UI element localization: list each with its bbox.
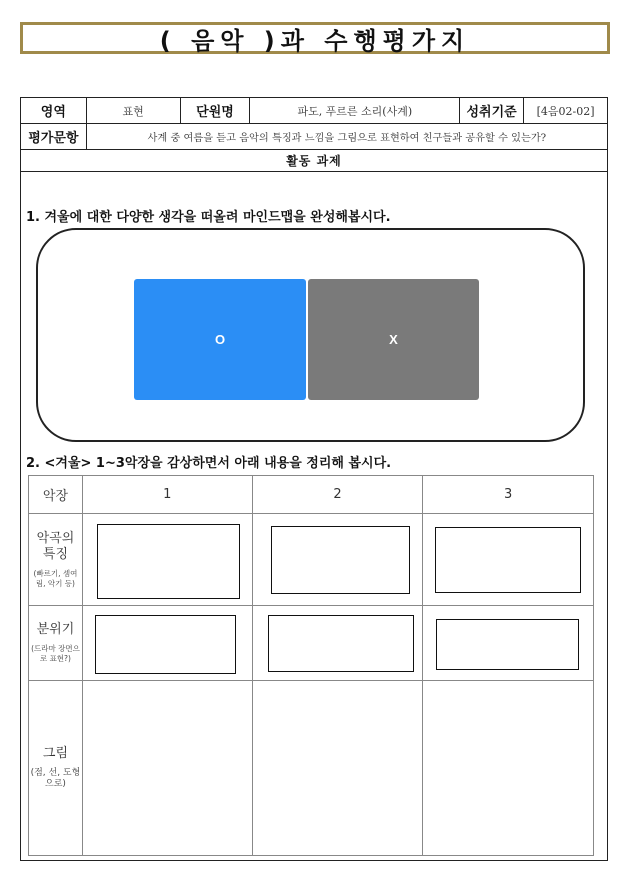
features-answer-box-1[interactable] xyxy=(97,524,240,599)
mood-label: 분위기 xyxy=(36,622,75,637)
drawing-cell-2[interactable] xyxy=(252,681,423,856)
page-title: ( 음악 )과 수행평가지 xyxy=(159,26,471,55)
mood-row xyxy=(29,606,594,681)
unit-label: 단원명 xyxy=(180,98,250,124)
question-1: 1. 겨울에 대한 다양한 생각을 떠올려 마인드맵을 완성해봅시다. xyxy=(26,210,391,225)
drawing-cell-3[interactable] xyxy=(423,681,594,856)
option-o-button[interactable]: O xyxy=(134,279,306,400)
option-x-button[interactable]: X xyxy=(308,279,479,400)
info-row xyxy=(21,98,608,124)
area-value: 표현 xyxy=(86,98,180,124)
task-row xyxy=(21,150,608,172)
mood-cell-2 xyxy=(252,606,423,681)
mood-hint: (드라마 장면으로 표현?) xyxy=(31,644,80,663)
movement-col-1: 1 xyxy=(82,476,252,514)
info-table xyxy=(20,97,608,172)
features-label-cell xyxy=(29,514,83,606)
question-row xyxy=(21,124,608,150)
movement-col-2: 2 xyxy=(252,476,423,514)
drawing-label: 그림 xyxy=(42,746,69,761)
drawing-row xyxy=(29,681,594,856)
unit-value: 파도, 푸르른 소리(사계) xyxy=(250,98,460,124)
movement-header-row xyxy=(29,476,594,514)
features-answer-box-3[interactable] xyxy=(435,527,581,593)
features-cell-1 xyxy=(82,514,252,606)
features-row xyxy=(29,514,594,606)
features-cell-3 xyxy=(423,514,594,606)
question-2: 2. <겨울> 1~3악장을 감상하면서 아래 내용을 정리해 봅시다. xyxy=(26,456,392,471)
question-label: 평가문항 xyxy=(21,124,87,150)
drawing-hint: (점, 선, 도형으로) xyxy=(30,768,81,789)
features-hint: (빠르기, 셈여림, 악기 등) xyxy=(33,568,78,588)
area-label: 영역 xyxy=(21,98,87,124)
standard-label: 성취기준 xyxy=(460,98,524,124)
mood-cell-1 xyxy=(82,606,252,681)
features-answer-box-2[interactable] xyxy=(271,526,410,594)
features-label: 악곡의 특징 xyxy=(36,530,75,562)
mood-answer-box-2[interactable] xyxy=(268,615,414,672)
movement-header-label: 악장 xyxy=(29,476,83,514)
features-cell-2 xyxy=(252,514,423,606)
mood-answer-box-1[interactable] xyxy=(95,615,236,674)
title-banner xyxy=(20,22,610,54)
question-value: 사계 중 여름을 듣고 음악의 특징과 느낌을 그림으로 표현하여 친구들과 공유할 수 있는가? xyxy=(86,124,607,150)
movement-col-3: 3 xyxy=(423,476,594,514)
mood-cell-3 xyxy=(423,606,594,681)
standard-value: [4음02-02] xyxy=(524,98,608,124)
task-label: 활동 과제 xyxy=(21,150,608,172)
mood-answer-box-3[interactable] xyxy=(436,619,579,670)
mood-label-cell xyxy=(29,606,83,681)
drawing-cell-1[interactable] xyxy=(82,681,252,856)
movement-table xyxy=(28,475,594,856)
drawing-label-cell xyxy=(29,681,83,856)
